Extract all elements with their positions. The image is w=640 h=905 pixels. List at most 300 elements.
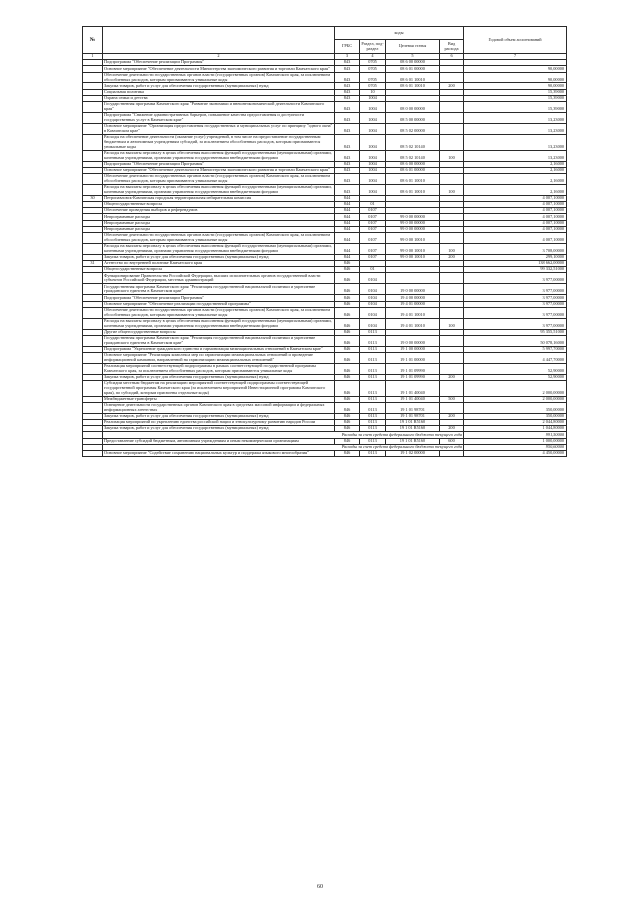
row-rzpr: 1004 bbox=[360, 112, 386, 123]
row-grbs: 843 bbox=[335, 83, 360, 89]
row-rzpr: 0705 bbox=[360, 66, 386, 72]
row-csr: 08 5 02 10140 bbox=[386, 150, 440, 161]
row-csr: 19 4 01 10010 bbox=[386, 318, 440, 329]
row-name: Обеспечение деятельности государственных органов власти (государственных органов) Камчатского края, за исключением обособленных расходов, которым присваиваются уникальные коды bbox=[103, 173, 335, 184]
row-number bbox=[83, 150, 103, 161]
table-row bbox=[83, 123, 567, 134]
row-sum: 2,16000 bbox=[464, 173, 567, 184]
row-csr: 08 6 01 10010 bbox=[386, 173, 440, 184]
row-grbs: 846 bbox=[335, 346, 360, 352]
row-csr bbox=[386, 273, 440, 284]
row-vr bbox=[440, 284, 464, 295]
row-sum: 13,23000 bbox=[464, 112, 567, 123]
table-header bbox=[83, 27, 567, 60]
row-rzpr: 0104 bbox=[360, 284, 386, 295]
row-vr bbox=[440, 134, 464, 150]
row-grbs: 843 bbox=[335, 66, 360, 72]
page-number: 60 bbox=[317, 884, 323, 890]
row-grbs: 846 bbox=[335, 381, 360, 397]
row-name: Основное мероприятие "Обеспечение реализации государственной программы" bbox=[103, 301, 335, 307]
row-rzpr: 0113 bbox=[360, 420, 386, 426]
row-name: Закупка товаров, работ и услуг для обеспечения государственных (муниципальных) нужд bbox=[103, 254, 335, 260]
row-csr: 19 1 01 09990 bbox=[386, 363, 440, 374]
row-vr: 200 bbox=[440, 413, 464, 419]
table-row bbox=[83, 173, 567, 184]
row-number bbox=[83, 173, 103, 184]
row-rzpr: 0107 bbox=[360, 208, 386, 214]
colnum: 2 bbox=[103, 54, 335, 60]
row-grbs: 846 bbox=[335, 396, 360, 402]
row-name: Подпрограмма "Обеспечение реализации Программы" bbox=[103, 60, 335, 66]
row-sum: 90,00000 bbox=[464, 66, 567, 72]
row-grbs: 846 bbox=[335, 402, 360, 413]
row-vr bbox=[440, 335, 464, 346]
row-number bbox=[83, 335, 103, 346]
row-grbs: 846 bbox=[335, 420, 360, 426]
colnum: 1 bbox=[83, 54, 103, 60]
row-rzpr: 1004 bbox=[360, 134, 386, 150]
row-csr: 99 0 00 10010 bbox=[386, 243, 440, 254]
row-vr bbox=[440, 232, 464, 243]
row-sum: 3 977,00000 bbox=[464, 318, 567, 329]
row-sum: 299,10000 bbox=[464, 254, 567, 260]
row-vr bbox=[440, 450, 464, 456]
row-sum: 3 977,00000 bbox=[464, 295, 567, 301]
row-csr: 08 5 02 10140 bbox=[386, 134, 440, 150]
row-grbs: 846 bbox=[335, 352, 360, 363]
row-sum: 52,90000 bbox=[464, 363, 567, 374]
row-number bbox=[83, 352, 103, 363]
row-name: Государственная программа Камчатского края "Реализация государственной национальной политики и укрепление гражданского единства в Камчатском крае" bbox=[103, 284, 335, 295]
row-rzpr: 0113 bbox=[360, 413, 386, 419]
table-row bbox=[83, 150, 567, 161]
row-rzpr: 0107 bbox=[360, 254, 386, 260]
row-vr bbox=[440, 307, 464, 318]
row-csr: 19 4 00 00000 bbox=[386, 295, 440, 301]
table-row bbox=[83, 134, 567, 150]
row-csr: 19 1 01 R5160 bbox=[386, 420, 440, 426]
row-name: Закупка товаров, работ и услуг для обеспечения государственных (муниципальных) нужд bbox=[103, 426, 335, 432]
row-sum: 350,00000 bbox=[464, 413, 567, 419]
row-csr: 19 0 00 00000 bbox=[386, 335, 440, 346]
row-rzpr: 1004 bbox=[360, 173, 386, 184]
row-vr bbox=[440, 352, 464, 363]
row-rzpr: 0113 bbox=[360, 426, 386, 432]
row-grbs: 844 bbox=[335, 220, 360, 226]
row-name: Основное мероприятие "Реализация комплекса мер по гармонизации межнациональных отношений и проведение информационной кампании, направленной на гармонизацию межнациональных отношений" bbox=[103, 352, 335, 363]
row-grbs: 843 bbox=[335, 89, 360, 95]
row-vr: 600 bbox=[440, 438, 464, 444]
row-vr: 100 bbox=[440, 184, 464, 195]
row-vr: 100 bbox=[440, 318, 464, 329]
row-vr bbox=[440, 72, 464, 83]
row-sum: 1 000,00000 bbox=[464, 438, 567, 444]
row-sum: 350,00000 bbox=[464, 402, 567, 413]
row-grbs: 846 bbox=[335, 438, 360, 444]
header-csr: Целевая статья bbox=[386, 40, 440, 54]
row-grbs: 846 bbox=[335, 335, 360, 346]
row-grbs: 843 bbox=[335, 60, 360, 66]
row-rzpr: 1004 bbox=[360, 123, 386, 134]
row-vr bbox=[440, 402, 464, 413]
row-name: Функционирование Правительства Российской Федерации, высших исполнительных органов государственной власти субъектов Российской Федерации, местных администраций bbox=[103, 273, 335, 284]
row-number bbox=[83, 184, 103, 195]
row-sum: 2 000,00000 bbox=[464, 396, 567, 402]
row-grbs: 844 bbox=[335, 226, 360, 232]
row-grbs: 846 bbox=[335, 374, 360, 380]
row-rzpr: 1004 bbox=[360, 184, 386, 195]
row-rzpr: 01 bbox=[360, 267, 386, 273]
row-name: Государственная программа Камчатского края "Реализация государственной национальной политики и укрепление гражданского единства в Камчатском крае" bbox=[103, 335, 335, 346]
row-vr bbox=[440, 112, 464, 123]
row-name: Непрограммные расходы bbox=[103, 220, 335, 226]
row-rzpr: 0113 bbox=[360, 450, 386, 456]
row-grbs: 844 bbox=[335, 202, 360, 208]
row-rzpr: 0113 bbox=[360, 346, 386, 352]
row-sum: 4 450,00000 bbox=[464, 450, 567, 456]
row-csr: 08 5 02 00000 bbox=[386, 123, 440, 134]
row-grbs: 844 bbox=[335, 243, 360, 254]
table-row bbox=[83, 243, 567, 254]
row-grbs: 844 bbox=[335, 232, 360, 243]
row-sum: 4 007,10000 bbox=[464, 208, 567, 214]
row-number bbox=[83, 318, 103, 329]
header-name bbox=[103, 27, 335, 54]
row-csr: 08 6 01 10010 bbox=[386, 72, 440, 83]
row-rzpr: 01 bbox=[360, 202, 386, 208]
row-rzpr: 0107 bbox=[360, 243, 386, 254]
row-rzpr: 1004 bbox=[360, 102, 386, 113]
row-vr bbox=[440, 123, 464, 134]
table-row bbox=[83, 307, 567, 318]
colnum: 7 bbox=[464, 54, 567, 60]
row-name: Основное мероприятие "Содействие сохранению национальных культур и поддержка языкового многообразия" bbox=[103, 450, 335, 456]
row-name: Расходы на выплаты персоналу в целях обеспечения выполнения функций государственными (муниципальными) органами, казенными учреждениями, органами управления государственными внебюджетными фондами bbox=[103, 184, 335, 195]
table-row bbox=[83, 72, 567, 83]
row-csr: 19 1 01 00000 bbox=[386, 352, 440, 363]
row-rzpr: 0113 bbox=[360, 396, 386, 402]
row-csr: 19 1 01 09990 bbox=[386, 374, 440, 380]
row-sum: 4 447,70000 bbox=[464, 352, 567, 363]
row-name: Реализация мероприятий соответствующей подпрограммы в рамках соответствующей государственной программы Камчатского края, за исключением обособленных расходов, которым присваиваются уникальные коды bbox=[103, 363, 335, 374]
table-row bbox=[83, 381, 567, 397]
row-rzpr: 0113 bbox=[360, 335, 386, 346]
row-grbs: 846 bbox=[335, 329, 360, 335]
row-name: Закупка товаров, работ и услуг для обеспечения государственных (муниципальных) нужд bbox=[103, 413, 335, 419]
row-vr bbox=[440, 273, 464, 284]
row-name: Реализация мероприятий по укреплению единства российской нации и этнокультурному развитию народов России bbox=[103, 420, 335, 426]
table-row bbox=[83, 450, 567, 456]
table-row bbox=[83, 273, 567, 284]
row-csr: 99 0 00 10010 bbox=[386, 254, 440, 260]
row-grbs: 843 bbox=[335, 167, 360, 173]
row-csr: 19 1 01 40040 bbox=[386, 396, 440, 402]
row-grbs: 846 bbox=[335, 318, 360, 329]
row-sum: 2 000,00000 bbox=[464, 381, 567, 397]
row-name: Подпрограмма "Обеспечение реализации Программы" bbox=[103, 161, 335, 167]
row-rzpr: 1004 bbox=[360, 95, 386, 101]
colnum: 4 bbox=[360, 54, 386, 60]
header-codes: коды bbox=[335, 27, 464, 40]
row-sum: 4 007,10000 bbox=[464, 202, 567, 208]
row-number bbox=[83, 307, 103, 318]
row-grbs: 846 bbox=[335, 273, 360, 284]
row-rzpr: 0104 bbox=[360, 318, 386, 329]
row-sum: 2,16000 bbox=[464, 184, 567, 195]
row-number: 30 bbox=[83, 195, 103, 201]
row-sum: 4 007,10000 bbox=[464, 220, 567, 226]
row-number bbox=[83, 112, 103, 123]
row-number bbox=[83, 450, 103, 456]
row-name: Обеспечение деятельности государственных органов власти (государственных органов) Камчатского края, за исключением обособленных расходов, которым присваиваются уникальные коды bbox=[103, 232, 335, 243]
row-grbs: 846 bbox=[335, 363, 360, 374]
row-name: Непрограммные расходы bbox=[103, 226, 335, 232]
row-grbs: 843 bbox=[335, 112, 360, 123]
row-number bbox=[83, 363, 103, 374]
row-grbs: 844 bbox=[335, 214, 360, 220]
row-number: 31 bbox=[83, 261, 103, 267]
row-grbs: 843 bbox=[335, 102, 360, 113]
row-name: Обеспечение деятельности государственных органов власти (государственных органов) Камчатского края, за исключением обособленных расходов, которым присваиваются уникальные коды bbox=[103, 307, 335, 318]
row-csr: 08 5 00 00000 bbox=[386, 112, 440, 123]
row-rzpr: 0107 bbox=[360, 220, 386, 226]
row-csr: 08 0 00 00000 bbox=[386, 102, 440, 113]
row-sum: 50 078,16000 bbox=[464, 335, 567, 346]
row-sum: 99 332,51000 bbox=[464, 267, 567, 273]
row-sum: 4 007,10000 bbox=[464, 195, 567, 201]
row-rzpr: 0107 bbox=[360, 214, 386, 220]
row-sum: 2 044,80000 bbox=[464, 420, 567, 426]
row-rzpr: 10 bbox=[360, 89, 386, 95]
row-grbs: 843 bbox=[335, 150, 360, 161]
row-sum: 90,00000 bbox=[464, 83, 567, 89]
row-rzpr: 0113 bbox=[360, 402, 386, 413]
row-sum: 95 355,51000 bbox=[464, 329, 567, 335]
row-name: Подпрограмма "Снижение административных барьеров, повышение качества предоставления и доступности государственных услуг в Камчатском крае" bbox=[103, 112, 335, 123]
row-name: Межбюджетные трансферты bbox=[103, 396, 335, 402]
table-row bbox=[83, 363, 567, 374]
budget-table bbox=[82, 26, 567, 457]
row-name: Охрана семьи и детства bbox=[103, 95, 335, 101]
table-row bbox=[83, 352, 567, 363]
header-sum: Годовой объем ассигнований bbox=[464, 27, 567, 54]
table-row bbox=[83, 184, 567, 195]
row-csr: 19 0 00 00000 bbox=[386, 284, 440, 295]
row-number bbox=[83, 402, 103, 413]
row-name: Общегосударственные вопросы bbox=[103, 267, 335, 273]
row-rzpr: 1004 bbox=[360, 161, 386, 167]
row-grbs: 846 bbox=[335, 413, 360, 419]
row-grbs: 843 bbox=[335, 123, 360, 134]
row-vr bbox=[440, 381, 464, 397]
row-grbs: 846 bbox=[335, 261, 360, 267]
row-sum: 13,23000 bbox=[464, 150, 567, 161]
header-grbs: ГРБС bbox=[335, 40, 360, 54]
row-name: Расходы на выплаты персоналу в целях обеспечения выполнения функций государственными (муниципальными) органами, казенными учреждениями, органами управления государственными внебюджетными фондами bbox=[103, 150, 335, 161]
row-vr: 100 bbox=[440, 150, 464, 161]
row-sum: 3 977,00000 bbox=[464, 273, 567, 284]
row-vr bbox=[440, 363, 464, 374]
row-number bbox=[83, 232, 103, 243]
colnum: 3 bbox=[335, 54, 360, 60]
federal-funds-sum: 991,50000 bbox=[464, 432, 567, 438]
row-name: Петропавловск-Камчатская городская территориальная избирательная комиссия bbox=[103, 195, 335, 201]
row-sum: 138 662,00000 bbox=[464, 261, 567, 267]
header-number: № bbox=[83, 27, 103, 54]
row-grbs: 846 bbox=[335, 307, 360, 318]
row-csr: 08 6 00 00000 bbox=[386, 60, 440, 66]
row-csr: 08 6 01 10010 bbox=[386, 184, 440, 195]
row-grbs: 846 bbox=[335, 295, 360, 301]
row-grbs: 846 bbox=[335, 267, 360, 273]
row-grbs: 843 bbox=[335, 184, 360, 195]
row-number bbox=[83, 102, 103, 113]
row-rzpr: 0113 bbox=[360, 381, 386, 397]
row-rzpr: 0104 bbox=[360, 295, 386, 301]
row-sum: 3 708,00000 bbox=[464, 243, 567, 254]
table-row bbox=[83, 232, 567, 243]
row-grbs: 846 bbox=[335, 450, 360, 456]
row-rzpr: 0107 bbox=[360, 226, 386, 232]
table-row bbox=[83, 102, 567, 113]
row-name: Обеспечение деятельности государственных органов власти (государственных органов) Камчатского края, за исключением обособленных расходов, которым присваиваются уникальные коды bbox=[103, 72, 335, 83]
row-number bbox=[83, 243, 103, 254]
header-rzpr: Раздел, под-раздел bbox=[360, 40, 386, 54]
row-name: Освещение деятельности государственных органов Камчатского края в средствах массовой информации и федеральных информационных агентствах bbox=[103, 402, 335, 413]
row-rzpr: 0113 bbox=[360, 352, 386, 363]
row-name: Расходы на обеспечение деятельности (оказание услуг) учреждений, в том числе на предоставление государственным бюджетным и автономным учреждениям субсидий, за исключением обособленных расходов, которым присваиваются уникальные коды bbox=[103, 134, 335, 150]
row-rzpr: 0104 bbox=[360, 273, 386, 284]
row-sum: 13,23000 bbox=[464, 134, 567, 150]
row-vr bbox=[440, 102, 464, 113]
row-grbs: 844 bbox=[335, 195, 360, 201]
row-csr: 19 1 00 00000 bbox=[386, 346, 440, 352]
table-row bbox=[83, 318, 567, 329]
row-csr: 19 1 01 98701 bbox=[386, 413, 440, 419]
row-vr: 200 bbox=[440, 254, 464, 260]
row-sum: 2,16000 bbox=[464, 161, 567, 167]
table-row bbox=[83, 284, 567, 295]
row-name: Общегосударственные вопросы bbox=[103, 202, 335, 208]
row-sum: 3 977,00000 bbox=[464, 307, 567, 318]
table-row bbox=[83, 112, 567, 123]
row-name: Другие общегосударственные вопросы bbox=[103, 329, 335, 335]
row-number bbox=[83, 273, 103, 284]
row-grbs: 846 bbox=[335, 284, 360, 295]
row-csr: 19 4 01 00000 bbox=[386, 301, 440, 307]
row-csr: 19 1 01 R5160 bbox=[386, 426, 440, 432]
row-csr: 19 1 01 R5160 bbox=[386, 438, 440, 444]
row-csr: 08 6 01 10010 bbox=[386, 83, 440, 89]
row-csr: 19 1 01 98701 bbox=[386, 402, 440, 413]
row-csr: 99 0 00 00000 bbox=[386, 214, 440, 220]
row-sum: 52,90000 bbox=[464, 374, 567, 380]
row-csr: 99 0 00 10010 bbox=[386, 232, 440, 243]
row-csr: 08 6 01 00000 bbox=[386, 167, 440, 173]
row-sum: 2,16000 bbox=[464, 167, 567, 173]
row-name: Социальная политика bbox=[103, 89, 335, 95]
federal-funds-label: Расходы за счет средств федерального бюджета текущего года bbox=[103, 432, 464, 438]
row-sum: 13,23000 bbox=[464, 123, 567, 134]
row-grbs: 843 bbox=[335, 161, 360, 167]
row-rzpr: 0705 bbox=[360, 60, 386, 66]
row-rzpr: 0104 bbox=[360, 307, 386, 318]
row-name: Закупка товаров, работ и услуг для обеспечения государственных (муниципальных) нужд bbox=[103, 374, 335, 380]
row-rzpr: 0104 bbox=[360, 301, 386, 307]
row-rzpr: 0705 bbox=[360, 72, 386, 83]
row-csr: 99 0 00 00000 bbox=[386, 220, 440, 226]
row-grbs: 844 bbox=[335, 208, 360, 214]
row-name: Агентство по внутренней политике Камчатского края bbox=[103, 261, 335, 267]
colnum: 5 bbox=[386, 54, 440, 60]
row-vr: 500 bbox=[440, 396, 464, 402]
row-name: Предоставление субсидий бюджетным, автономным учреждениям и иным некоммерческим организациям bbox=[103, 438, 335, 444]
row-name: Непрограммные расходы bbox=[103, 214, 335, 220]
row-csr: 19 1 01 40040 bbox=[386, 381, 440, 397]
table-row bbox=[83, 335, 567, 346]
header-vr: Вид расхода bbox=[440, 40, 464, 54]
row-number bbox=[83, 134, 103, 150]
row-name: Подпрограмма "Обеспечение реализации Программы" bbox=[103, 295, 335, 301]
row-name: Основное мероприятие "Организация предоставления государственных и муниципальных услуг по принципу "одного окна" в Камчатском крае" bbox=[103, 123, 335, 134]
row-name: Обеспечение проведения выборов и референдумов bbox=[103, 208, 335, 214]
row-number bbox=[83, 381, 103, 397]
row-sum: 15,39000 bbox=[464, 89, 567, 95]
row-sum: 4 007,10000 bbox=[464, 226, 567, 232]
row-number bbox=[83, 284, 103, 295]
row-name: Основное мероприятие "Обеспечение деятельности Министерства экономического развития и торговли Камчатского края" bbox=[103, 66, 335, 72]
row-vr: 200 bbox=[440, 426, 464, 432]
federal-funds-sum: 950,60000 bbox=[464, 444, 567, 450]
row-vr: 200 bbox=[440, 374, 464, 380]
row-csr: 19 1 02 00000 bbox=[386, 450, 440, 456]
row-rzpr: 0113 bbox=[360, 374, 386, 380]
row-sum: 3 977,00000 bbox=[464, 301, 567, 307]
row-name: Расходы на выплаты персоналу в целях обеспечения выполнения функций государственными (муниципальными) органами, казенными учреждениями, органами управления государственными внебюджетными фондами bbox=[103, 318, 335, 329]
row-sum: 4 007,10000 bbox=[464, 232, 567, 243]
row-name: Основное мероприятие "Обеспечение деятельности Министерства экономического развития и торговли Камчатского края" bbox=[103, 167, 335, 173]
row-rzpr: 1004 bbox=[360, 167, 386, 173]
row-name: Субсидии местным бюджетам на реализацию мероприятий соответствующей подпрограммы соответствующей государственной программы Камчатского края (за исключением мероприятий Инвестиционной программы Камчатского края), по субсидий, которым присвоены отдельные коды) bbox=[103, 381, 335, 397]
row-csr: 99 0 00 00000 bbox=[386, 226, 440, 232]
row-sum: 90,00000 bbox=[464, 72, 567, 83]
row-sum: 15,39000 bbox=[464, 95, 567, 101]
colnum: 6 bbox=[440, 54, 464, 60]
row-rzpr: 0113 bbox=[360, 329, 386, 335]
row-grbs: 843 bbox=[335, 134, 360, 150]
row-name: Закупка товаров, работ и услуг для обеспечения государственных (муниципальных) нужд bbox=[103, 83, 335, 89]
row-rzpr: 0705 bbox=[360, 83, 386, 89]
federal-funds-label: Расходы за счет средств федерального бюджета текущего года bbox=[103, 444, 464, 450]
row-sum: 15,39000 bbox=[464, 102, 567, 113]
row-rzpr: 1004 bbox=[360, 150, 386, 161]
row-number bbox=[83, 123, 103, 134]
row-rzpr: 0113 bbox=[360, 363, 386, 374]
row-csr: 08 6 01 00000 bbox=[386, 66, 440, 72]
table-row bbox=[83, 402, 567, 413]
row-number bbox=[83, 72, 103, 83]
row-vr bbox=[440, 173, 464, 184]
row-sum: 1 044,80000 bbox=[464, 426, 567, 432]
row-grbs: 846 bbox=[335, 301, 360, 307]
row-vr: 100 bbox=[440, 243, 464, 254]
row-name: Расходы на выплаты персоналу в целях обеспечения выполнения функций государственными (муниципальными) органами, казенными учреждениями, органами управления государственными внебюджетными фондами bbox=[103, 243, 335, 254]
row-name: Государственная программа Камчатского края "Развитие экономики и внешнеэкономической деятельности Камчатского края" bbox=[103, 102, 335, 113]
row-sum: 4 007,10000 bbox=[464, 214, 567, 220]
row-grbs: 843 bbox=[335, 95, 360, 101]
table-body bbox=[83, 60, 567, 457]
row-sum: 3 977,00000 bbox=[464, 284, 567, 295]
